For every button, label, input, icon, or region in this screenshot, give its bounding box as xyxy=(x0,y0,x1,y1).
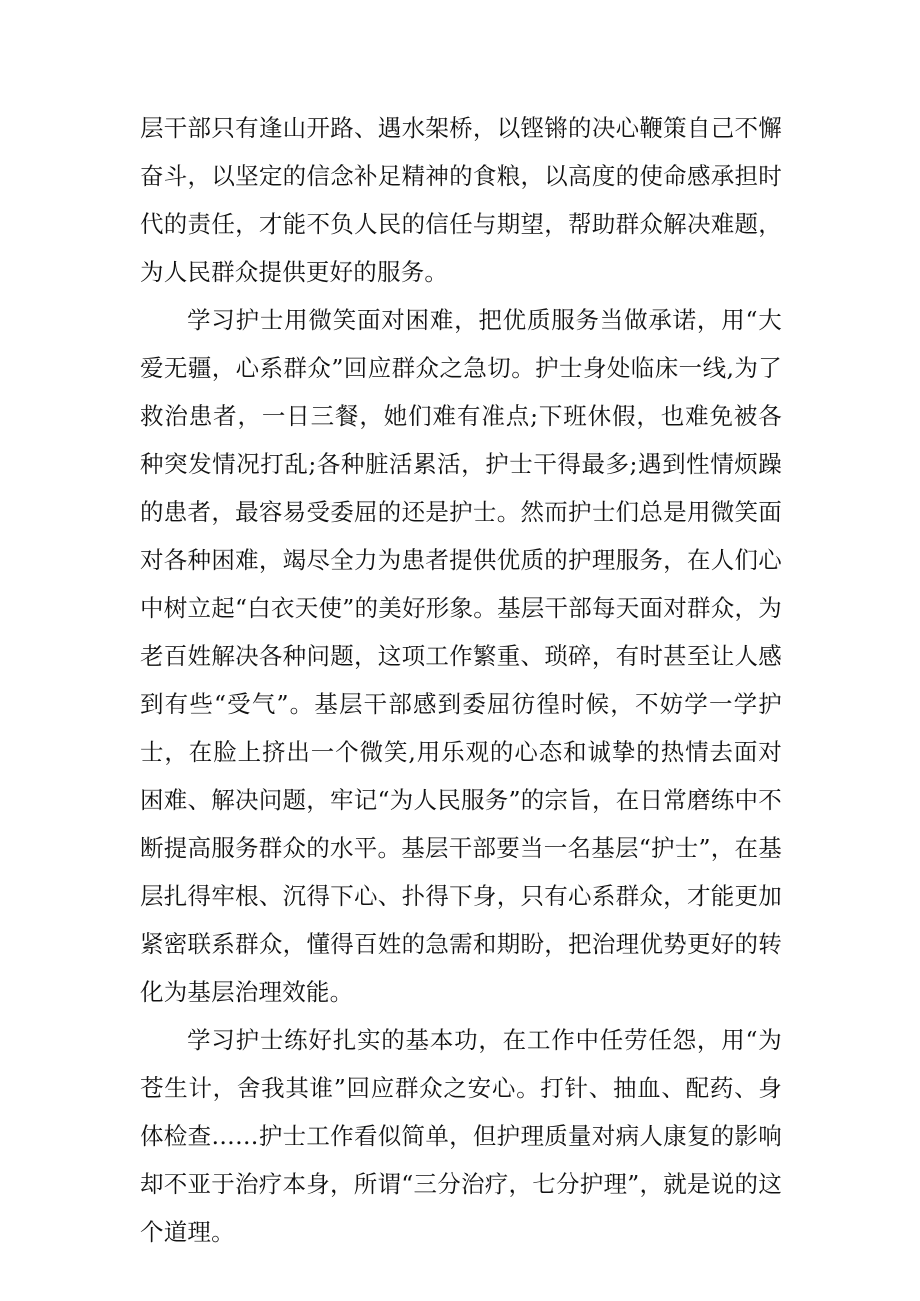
body-text xyxy=(140,104,782,1256)
paragraph-2: 学习护士用微笑面对困难，把优质服务当做承诺，用“大爱无疆，心系群众”回应群众之急切。护士身处临床一线,为了救治患者，一日三餐，她们难有准点;下班休假，也难免被各种突发情况打乱;各种脏活累活，护士干得最多;遇到性情烦躁的患者，最容易受委屈的还是护士。然而护士们总是用微笑面对各种困难，竭尽全力为患者提供优质的护理服务，在人们心中树立起“白衣天使”的美好形象。基层干部每天面对群众，为老百姓解决各种问题，这项工作繁重、琐碎，有时甚至让人感到有些“受气”。基层干部感到委屈彷徨时候，不妨学一学护士，在脸上挤出一个微笑,用乐观的心态和诚挚的热情去面对困难、解决问题，牢记“为人民服务”的宗旨，在日常磨练中不断提高服务群众的水平。基层干部要当一名基层“护士”，在基层扎得牢根、沉得下心、扑得下身，只有心系群众，才能更加紧密联系群众，懂得百姓的急需和期盼，把治理优势更好的转化为基层治理效能。 xyxy=(140,306,782,1006)
paragraph-1: 层干部只有逢山开路、遇水架桥，以铿锵的决心鞭策自己不懈奋斗，以坚定的信念补足精神的食粮，以高度的使命感承担时代的责任，才能不负人民的信任与期望，帮助群众解决难题，为人民群众提供更好的服务。 xyxy=(140,114,782,286)
paragraph-3: 学习护士练好扎实的基本功，在工作中任劳任怨，用“为苍生计，舍我其谁”回应群众之安心。打针、抽血、配药、身体检查……护士工作看似简单，但护理质量对病人康复的影响却不亚于治疗本身，所谓“三分治疗，七分护理”，就是说的这个道理。 xyxy=(140,1026,782,1246)
